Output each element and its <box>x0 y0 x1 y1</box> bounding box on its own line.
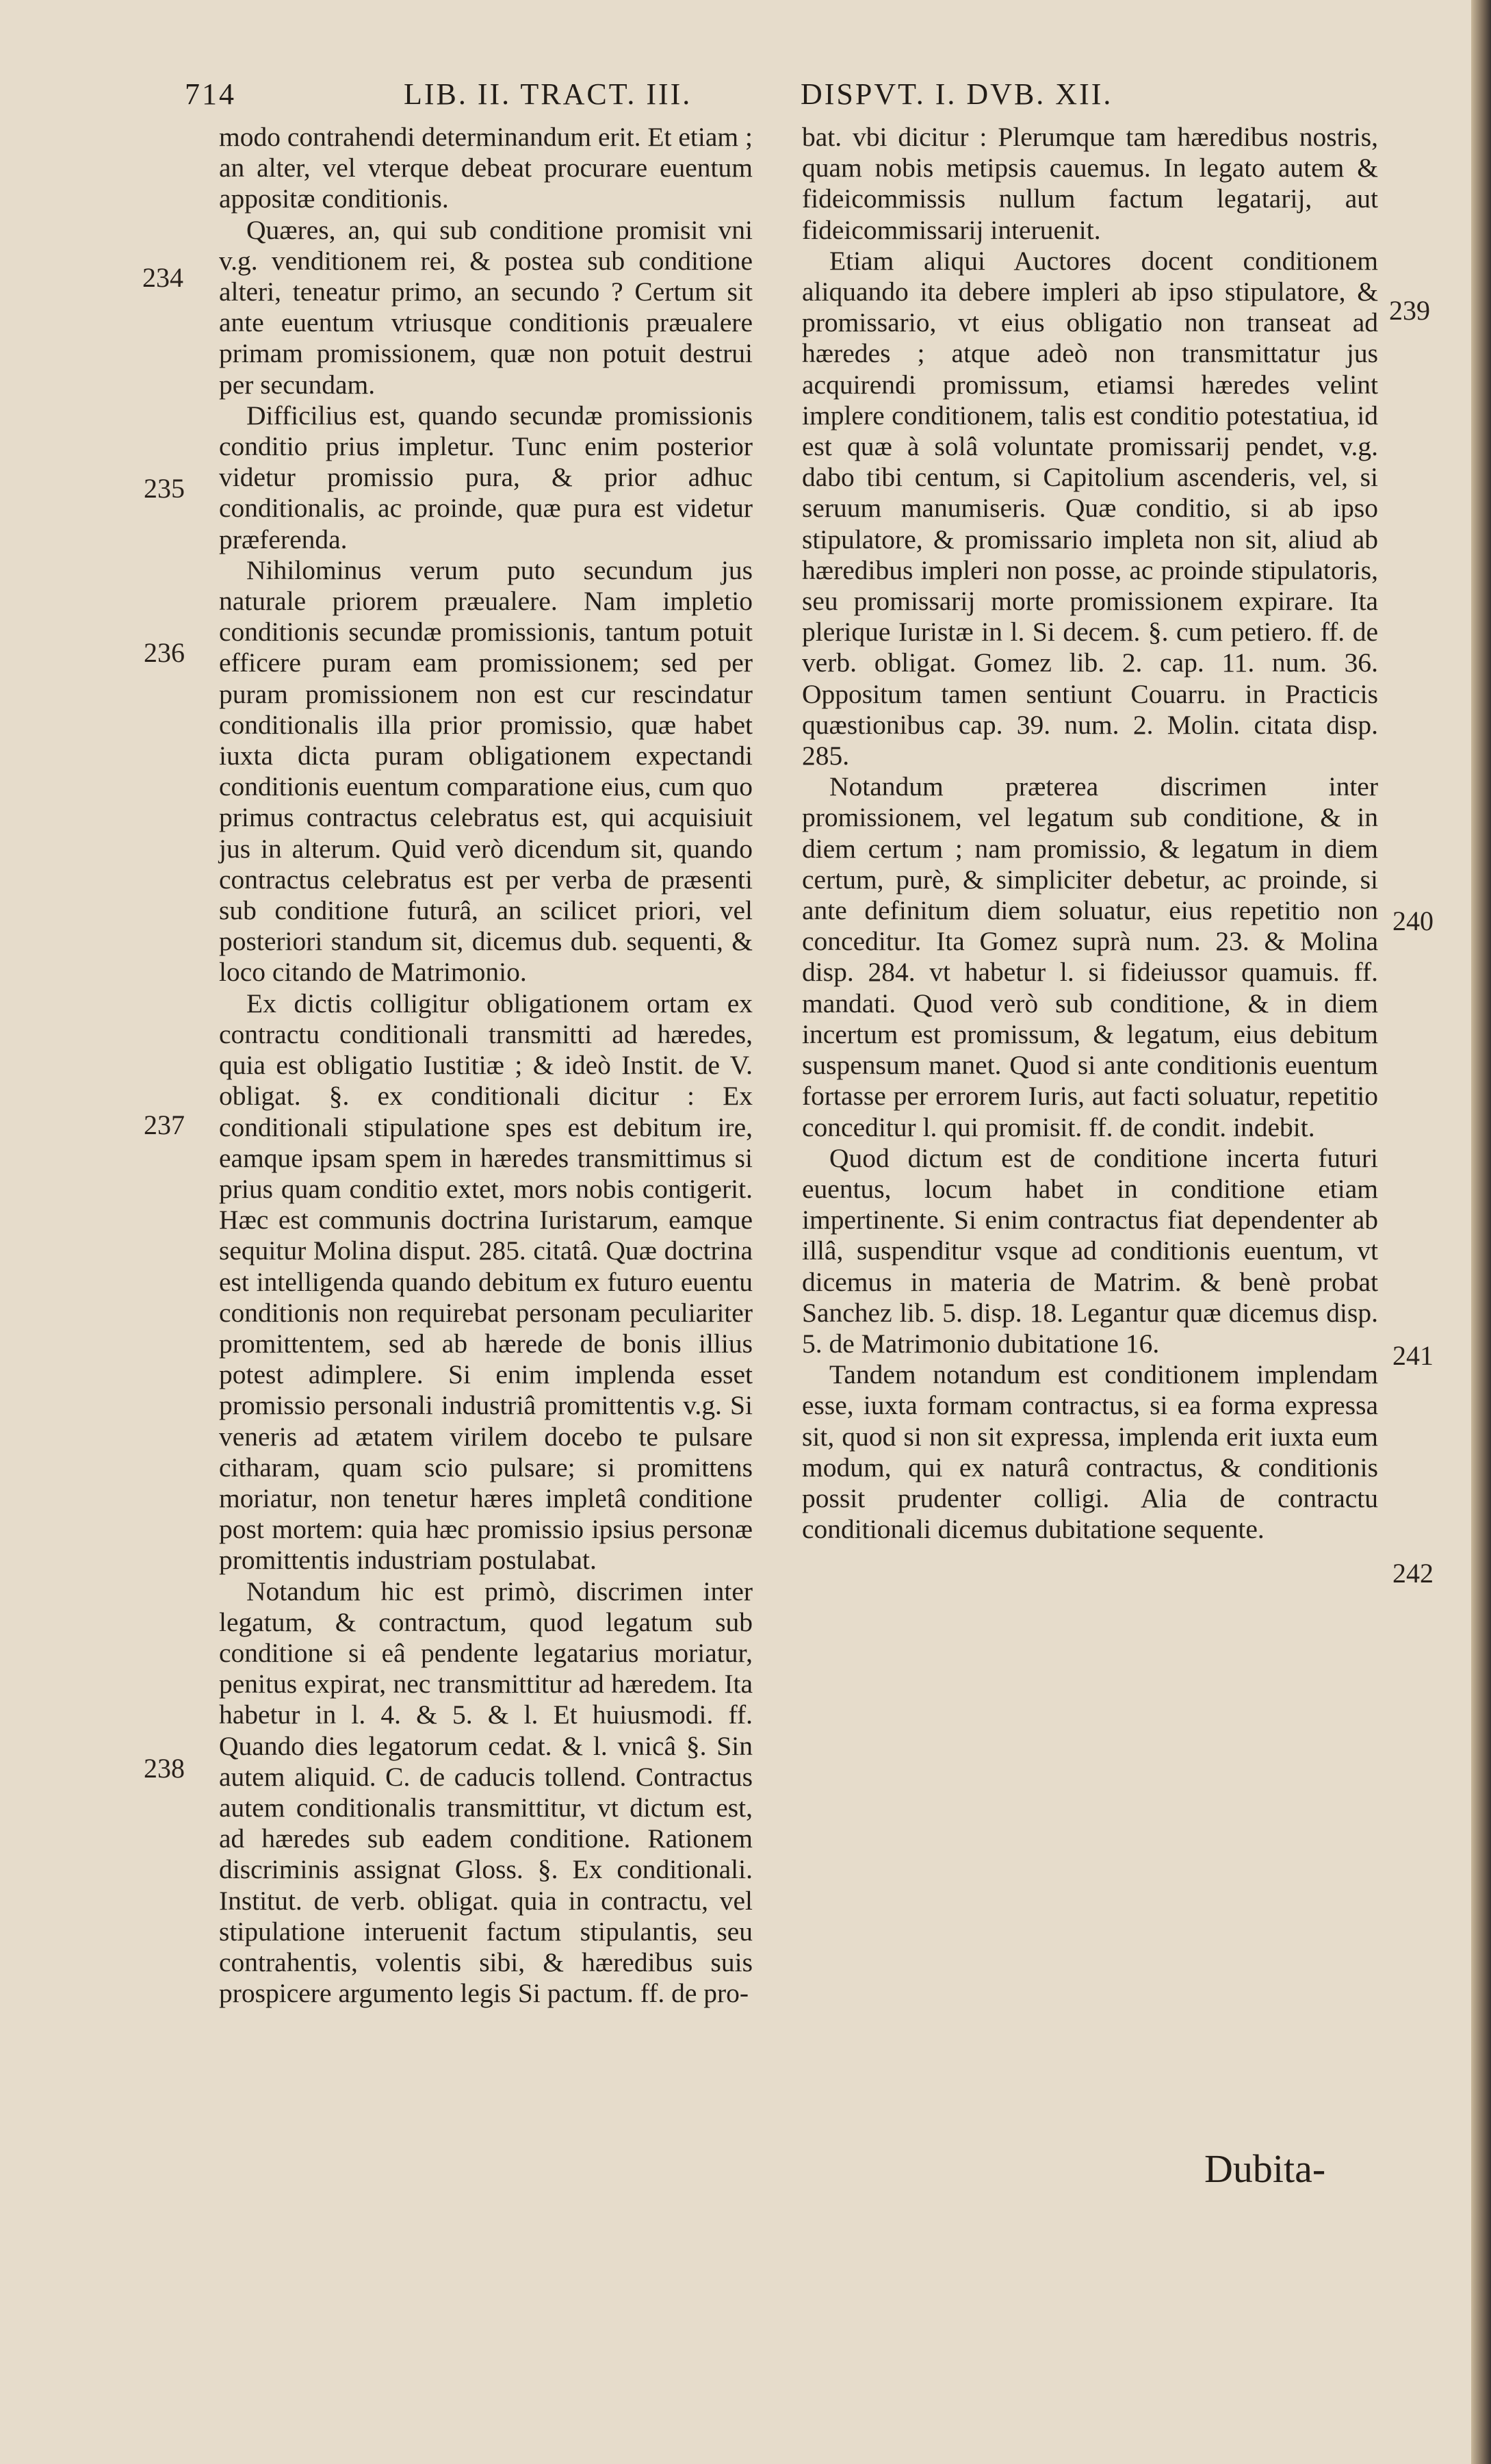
margin-number: 234 <box>142 262 183 293</box>
paragraph: Nihilominus verum puto secundum jus naturale priorem præualere. Nam impletio conditionis secundæ promissionis, tantum potuit efficere puram eam promissionem; sed per puram promissionem non est cur rescindatur conditionalis illa prior promissio, quæ habet iuxta dicta puram obligationem expectandi conditionis euentum comparatione eius, cum quo primus contractus celebratus est, qui acquisiuit jus in alterum. Quid verò dicendum sit, quando contractus celebratus est per verba de præsenti sub conditione futurâ, an scilicet priori, vel posteriori standum sit, dicemus dub. sequenti, & loco citando de Matrimonio. <box>219 554 753 988</box>
margin-number: 235 <box>144 473 185 504</box>
catchword: Dubita- <box>1204 2146 1326 2191</box>
page-number: 714 <box>185 77 236 111</box>
margin-number: 238 <box>144 1753 185 1784</box>
paragraph: Quæres, an, qui sub conditione promisit vni v.g. venditionem rei, & postea sub conditione alteri, teneatur primo, an secundo ? Certum sit ante euentum vtriusque conditionis præualere primam promissionem, quæ non potuit destrui per secundam. <box>219 214 753 400</box>
paragraph: Notandum præterea discrimen inter promissionem, vel legatum sub conditione, & in diem certum ; nam promissio, & legatum in diem certum, purè, & simpliciter debetur, ac proinde, si ante definitum diem soluatur, eius repetitio non conceditur. Ita Gomez suprà num. 23. & Molina disp. 284. vt habetur l. si fideiussor quamuis. ff. mandati. Quod verò sub conditione, & in diem incertum est promissum, & legatum, eius debitum suspensum manet. Quod si ante conditionis euentum fortasse per errorem Iuris, aut facti soluatur, repetitio conceditur l. qui promisit. ff. de condit. indebit. <box>802 771 1378 1142</box>
margin-number: 237 <box>144 1109 185 1140</box>
running-head <box>185 77 1389 118</box>
paragraph: modo contrahendi determinandum erit. Et etiam ; an alter, vel vterque debeat procurare euentum appositæ conditionis. <box>219 122 753 214</box>
paragraph: Quod dictum est de conditione incerta futuri euentus, locum habet in conditione etiam impertinente. Si enim contractus fiat dependenter ab illâ, suspenditur vsque ad conditionis euentum, vt dicemus in materia de Matrim. & benè probat Sanchez lib. 5. disp. 18. Legantur quæ dicemus disp. 5. de Matrimonio dubitatione 16. <box>802 1142 1378 1359</box>
paragraph: Notandum hic est primò, discrimen inter legatum, & contractum, quod legatum sub conditione si eâ pendente legatarius moriatur, penitus expirat, nec transmittitur ad hæredem. Ita habetur in l. 4. & 5. & l. Et huiusmodi. ff. Quando dies legatorum cedat. & l. vnicâ §. Sin autem aliquid. C. de caducis tollend. Contractus autem conditionalis transmittitur, vt dictum est, ad hæredes sub eadem conditione. Rationem discriminis assignat Gloss. §. Ex conditionali. Institut. de verb. obligat. quia in contractu, vel stipulatione interuenit factum stipulantis, seu contrahentis, volentis sibi, & hæredibus suis prospicere argumento legis Si pactum. ff. de pro- <box>219 1576 753 2009</box>
margin-number: 239 <box>1389 295 1430 326</box>
page-edge <box>1471 0 1491 2464</box>
paragraph: Ex dictis colligitur obligationem ortam ex contractu conditionali transmitti ad hæredes, quia est obligatio Iustitiæ ; & ideò Instit. de V. obligat. §. ex conditionali dicitur : Ex conditionali stipulatione spes est debitum ire, eamque ipsam spem in hæredes transmittimus si prius quam conditio extet, mors nobis contigerit. Hæc est communis doctrina Iuristarum, eamque sequitur Molina disput. 285. citatâ. Quæ doctrina est intelligenda quando debitum ex futuro euentu conditionis non requirebat personam peculiariter promittentem, sed ab hærede de bonis illius potest adimplere. Si enim implenda esset promissio personali industriâ promittentis v.g. Si veneris ad ætatem virilem docebo te pulsare citharam, quam scio pulsare; si promittens moriatur, non tenetur hæres impletâ conditione post mortem: quia hæc promissio ipsius personæ promittentis industriam postulabat. <box>219 988 753 1576</box>
margin-number: 240 <box>1392 906 1434 936</box>
paragraph: Difficilius est, quando secundæ promissionis conditio prius impletur. Tunc enim posterior videtur promissio pura, & prior adhuc conditionalis, ac proinde, quæ pura est videtur præferenda. <box>219 400 753 554</box>
running-title: LIB. II. TRACT. III. <box>404 77 692 111</box>
margin-number: 242 <box>1392 1558 1434 1589</box>
margin-number: 236 <box>144 637 185 668</box>
paragraph: Etiam aliqui Auctores docent conditionem aliquando ita debere impleri ab ipso stipulatore, & promissario, vt eius obligatio non transeat ad hæredes ; atque adeò non transmittatur jus acquirendi promissum, etiamsi hæredes velint implere conditionem, talis est conditio potestatiua, id est quæ à solâ voluntate promissarij pendet, v.g. dabo tibi centum, si Capitolium ascenderis, vel, si seruum manumiseris. Quæ conditio, si ab ipso stipulatore, & promissario impleta non sit, aliud ab hæredibus impleri non posse, ac proinde stipulatoris, seu promissarij morte promissionem expirare. Ita plerique Iuristæ in l. Si decem. §. cum petiero. ff. de verb. obligat. Gomez lib. 2. cap. 11. num. 36. Oppositum tamen sentiunt Couarru. in Practicis quæstionibus cap. 39. num. 2. Molin. citata disp. 285. <box>802 245 1378 771</box>
paragraph: bat. vbi dicitur : Plerumque tam hæredibus nostris, quam nobis metipsis cauemus. In legato autem & fideicommissis nullum factum legatarij, aut fideicommissarij interuenit. <box>802 122 1378 245</box>
running-section: DISPVT. I. DVB. XII. <box>801 77 1113 111</box>
paragraph: Tandem notandum est conditionem implendam esse, iuxta formam contractus, si ea forma expressa sit, quod si non sit expressa, implenda erit iuxta eum modum, qui ex naturâ contractus, & conditionis possit prudenter colligi. Alia de contractu conditionali dicemus dubitatione sequente. <box>802 1359 1378 1545</box>
left-column <box>219 122 753 2009</box>
right-column <box>802 122 1378 1545</box>
margin-number: 241 <box>1392 1340 1434 1371</box>
